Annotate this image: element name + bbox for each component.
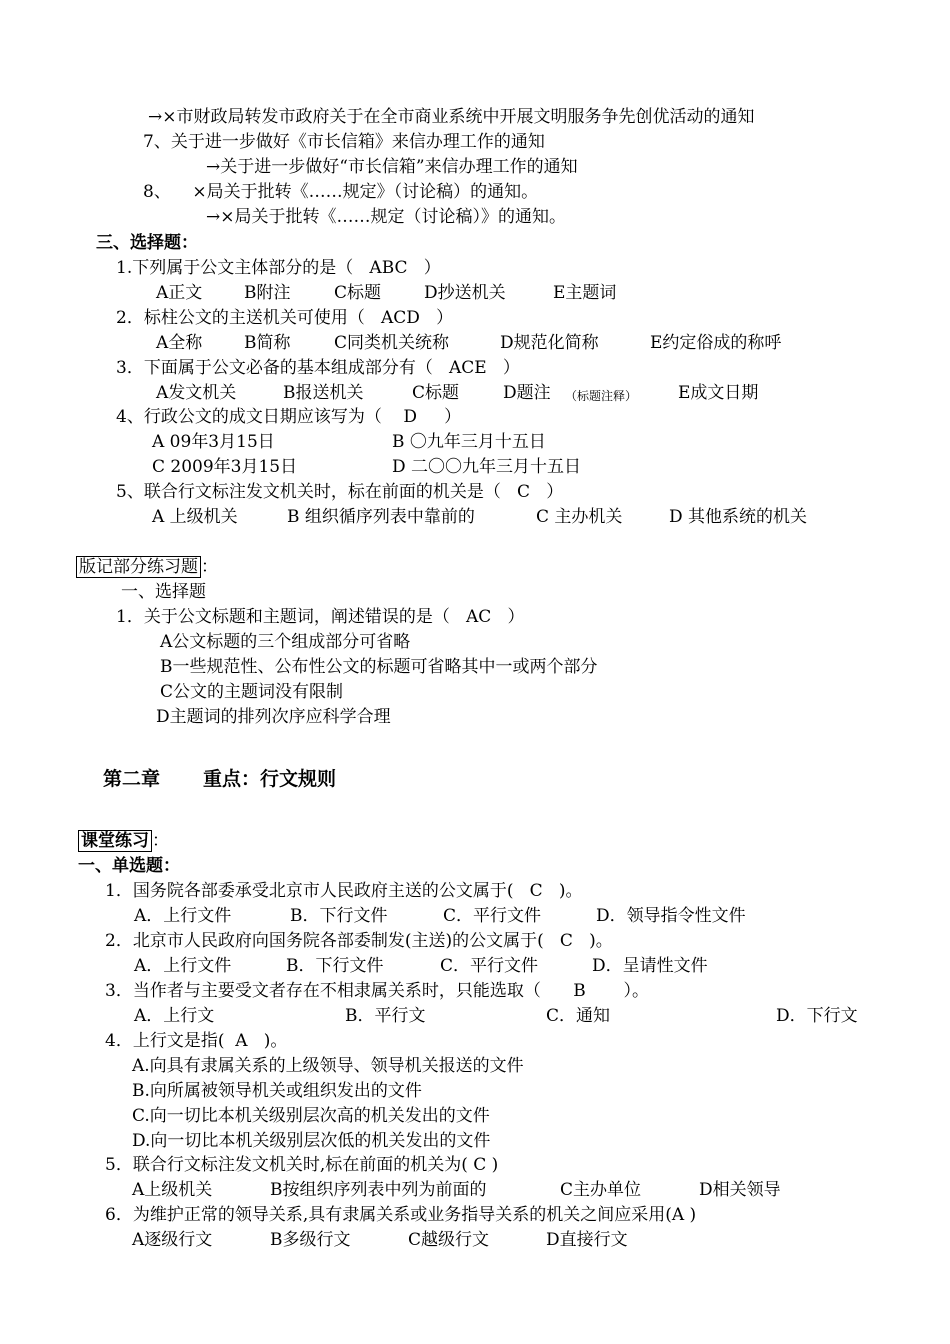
item-line: →×市财政局转发市政府关于在全市商业系统中开展文明服务争先创优活动的通知 xyxy=(148,107,755,127)
option: D直接行文 xyxy=(546,1230,628,1250)
option: A正文 xyxy=(156,283,203,303)
option: B 组织循序列表中靠前的 xyxy=(287,507,475,527)
option: D．领导指令性文件 xyxy=(596,906,746,926)
option: D．下行文 xyxy=(776,1006,858,1026)
option: B报送机关 xyxy=(283,383,364,403)
option: D规范化简称 xyxy=(500,333,599,353)
item-line: →×局关于批转《……规定（讨论稿）》的通知。 xyxy=(206,207,566,227)
option: D相关领导 xyxy=(699,1180,781,1200)
section-heading: 三、选择题： xyxy=(96,233,198,253)
option: A．上行文件 xyxy=(134,906,232,926)
option: D.向一切比本机关级别层次低的机关发出的文件 xyxy=(132,1131,491,1151)
option: A.向具有隶属关系的上级领导、领导机关报送的文件 xyxy=(132,1056,524,1076)
option: D 其他系统的机关 xyxy=(669,507,808,527)
option: C．通知 xyxy=(546,1006,611,1026)
item-line: 8、 ×局关于批转《……规定》（讨论稿）的通知。 xyxy=(143,182,539,202)
option: C公文的主题词没有限制 xyxy=(160,682,344,702)
question: 1．国务院各部委承受北京市人民政府主送的公文属于( C )。 xyxy=(105,881,583,901)
option: B．下行文件 xyxy=(286,956,384,976)
option: A 09年3月15日 xyxy=(152,432,275,452)
option: A发文机关 xyxy=(156,383,237,403)
question: 6．为维护正常的领导关系,具有隶属关系或业务指导关系的机关之间应采用(A ) xyxy=(105,1205,697,1225)
option: B 〇九年三月十五日 xyxy=(392,432,546,452)
heading-colon: ： xyxy=(201,557,218,577)
option: C．平行文件 xyxy=(440,956,539,976)
option: C标题 xyxy=(334,283,382,303)
option: A．上行文件 xyxy=(134,956,232,976)
question: 5．联合行文标注发文机关时,标在前面的机关为( C ) xyxy=(105,1155,499,1175)
option: B多级行文 xyxy=(270,1230,351,1250)
question: 2．北京市人民政府向国务院各部委制发(主送)的公文属于( C )。 xyxy=(105,931,613,951)
option: D．呈请性文件 xyxy=(592,956,708,976)
option: E主题词 xyxy=(553,283,617,303)
option-note: （标题注释） xyxy=(565,389,638,403)
sub-heading: 一、单选题： xyxy=(78,856,180,876)
option: B．平行文 xyxy=(345,1006,426,1026)
option: C．平行文件 xyxy=(443,906,542,926)
heading-colon: ： xyxy=(152,831,169,851)
question: 1.下列属于公文主体部分的是（ ABC ） xyxy=(116,258,441,278)
option: B一些规范性、公布性公文的标题可省略其中一或两个部分 xyxy=(160,657,598,677)
option: B简称 xyxy=(244,333,291,353)
boxed-title: 版记部分练习题 xyxy=(76,556,201,578)
option: D题注 xyxy=(503,383,551,403)
item-line: →关于进一步做好“市长信箱”来信办理工作的通知 xyxy=(206,157,578,177)
option: B．下行文件 xyxy=(290,906,388,926)
option: D抄送机关 xyxy=(424,283,506,303)
option: A上级机关 xyxy=(132,1180,213,1200)
chapter-focus: 重点：行文规则 xyxy=(203,768,337,790)
option: C 主办机关 xyxy=(536,507,623,527)
question: 2．标柱公文的主送机关可使用（ ACD ） xyxy=(116,308,454,328)
option: B附注 xyxy=(244,283,291,303)
option: A．上行文 xyxy=(134,1006,215,1026)
question: 1．关于公文标题和主题词，阐述错误的是（ AC ） xyxy=(116,607,525,627)
option: C越级行文 xyxy=(408,1230,490,1250)
option: A 上级机关 xyxy=(152,507,238,527)
boxed-title: 课堂练习 xyxy=(78,830,152,852)
item-line: 7、关于进一步做好《市长信箱》来信办理工作的通知 xyxy=(143,132,545,152)
option: A公文标题的三个组成部分可省略 xyxy=(160,632,411,652)
option: B.向所属被领导机关或组织发出的文件 xyxy=(132,1081,422,1101)
option: C标题 xyxy=(412,383,460,403)
question: 5、联合行文标注发文机关时，标在前面的机关是（ C ） xyxy=(116,482,564,502)
question: 3．当作者与主要受文者存在不相隶属关系时，只能选取（ B ）。 xyxy=(105,981,650,1001)
question: 4．上行文是指( A )。 xyxy=(105,1031,288,1051)
option: A全称 xyxy=(156,333,203,353)
option: A逐级行文 xyxy=(132,1230,213,1250)
exercise-heading xyxy=(76,555,218,579)
option: C.向一切比本机关级别层次高的机关发出的文件 xyxy=(132,1106,490,1126)
question: 4、行政公文的成文日期应该写为（ D ） xyxy=(116,407,462,427)
option: C同类机关统称 xyxy=(334,333,450,353)
option: C 2009年3月15日 xyxy=(152,457,298,477)
option: E约定俗成的称呼 xyxy=(650,333,782,353)
sub-heading: 一、选择题 xyxy=(121,582,206,602)
chapter-title: 第二章 xyxy=(103,768,161,790)
question: 3．下面属于公文必备的基本组成部分有（ ACE ） xyxy=(116,358,520,378)
option: C主办单位 xyxy=(560,1180,642,1200)
option: D 二〇〇九年三月十五日 xyxy=(392,457,582,477)
exercise-heading xyxy=(78,829,169,853)
option: B按组织序列表中列为前面的 xyxy=(270,1180,487,1200)
option: E成文日期 xyxy=(678,383,759,403)
option: D主题词的排列次序应科学合理 xyxy=(156,707,391,727)
